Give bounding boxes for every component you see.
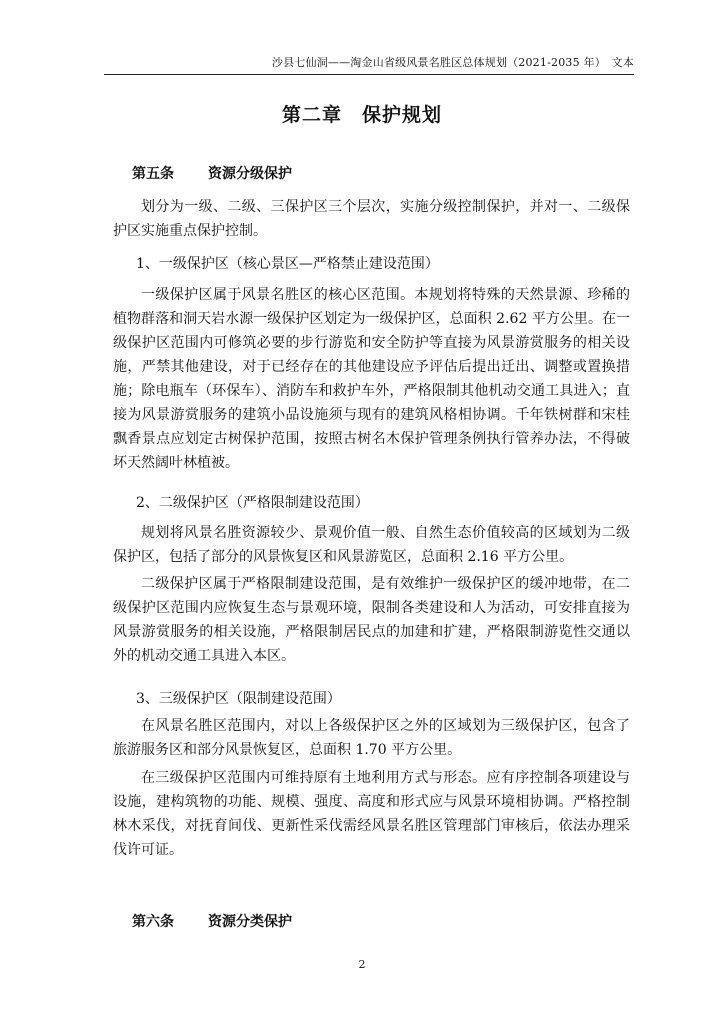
running-header: 沙县七仙洞——淘金山省级风景名胜区总体规划（2021-2035 年） 文本 (104, 52, 634, 75)
intro-paragraph: 划分为一级、二级、三保护区三个层次，实施分级控制保护，并对一、二级保护区实施重点保护控制。 (113, 199, 630, 239)
level2-paragraph-2: 二级保护区属于严格限制建设范围，是有效维护一级保护区的缓冲地带，在二级保护区范围内应恢复生态与景观环境，限制各类建设和人为活动，可安排直接为风景游赏服务的相关设施，严格限制居民点的加建和扩建，严格限制游览性交通以外的机动交通工具进入本区。 (113, 576, 630, 664)
article-title: 资源分级保护 (208, 166, 292, 182)
level2-paragraph-1: 规划将风景名胜资源较少、景观价值一般、自然生态价值较高的区域划为二级保护区，包括了部分的风景恢复区和风景游览区，总面积 2.16 平方公里。 (113, 525, 630, 565)
article-5-heading (132, 163, 292, 183)
article-number: 第六条 (132, 914, 174, 930)
level1-heading: 1、一级保护区（核心景区—严格禁止建设范围） (136, 256, 439, 272)
article-title: 资源分类保护 (208, 914, 292, 930)
level3-paragraph-2: 在三级保护区范围内可维持原有土地利用方式与形态。应有序控制各项建设与设施，建构筑物的功能、规模、强度、高度和形式应与风景环境相协调。严格控制林木采伐，对抚育间伐、更新性采伐需经风景名胜区管理部门审核后，依法办理采伐许可证。 (113, 770, 630, 858)
level2-heading: 2、二级保护区（严格限制建设范围） (136, 495, 369, 511)
chapter-title: 第二章 保护规划 (281, 104, 442, 126)
article-6-heading (132, 911, 292, 931)
level3-paragraph-1: 在风景名胜区范围内，对以上各级保护区之外的区域划为三级保护区，包含了旅游服务区和部分风景恢复区，总面积 1.70 平方公里。 (113, 718, 630, 758)
article-number: 第五条 (132, 166, 174, 182)
level3-heading: 3、三级保护区（限制建设范围） (136, 691, 341, 707)
level1-paragraph: 一级保护区属于风景名胜区的核心区范围。本规划将特殊的天然景源、珍稀的植物群落和洞天岩水源一级保护区划定为一级保护区，总面积 2.62 平方公里。在一级保护区范围内可修筑必要的步行游览和安全防护等直接为风景游赏服务的相关设施，严禁其他建设，对于已经存在的其他建设应予评估后提出迁出、调整或置换措施；除电瓶车（环保车）、消防车和救护车外，严格限制其他机动交通工具进入；直接为风景游赏服务的建筑小品设施须与现有的建筑风格相协调。千年铁树群和宋桂飘香景点应划定古树保护范围，按照古树名木保护管理条例执行管养办法，不得破坏天然阔叶林植被。 (113, 287, 630, 471)
page-number: 2 (358, 958, 366, 971)
